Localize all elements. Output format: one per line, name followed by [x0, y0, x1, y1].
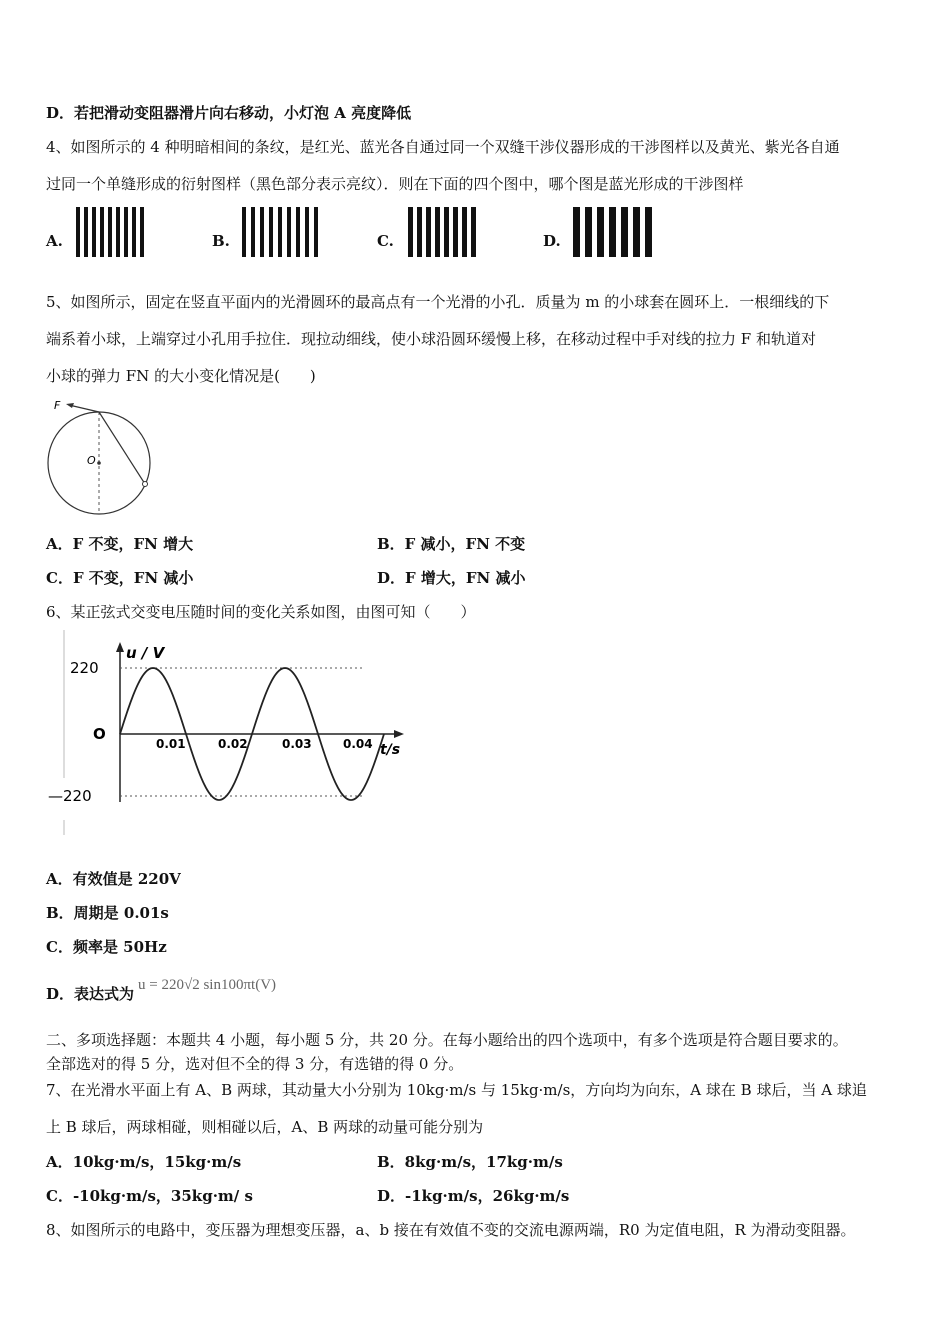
y-tick-origin: O [93, 725, 106, 743]
sine-chart [40, 630, 420, 840]
q4-stem-line2: 过同一个单缝形成的衍射图样（黑色部分表示亮纹）．则在下面的四个图中，哪个图是蓝光形成的干涉图样 [46, 175, 744, 193]
center-dot [97, 461, 101, 465]
x-axis-label: t/s [380, 742, 401, 758]
q5-option-d: D．F 增大，FN 减小 [377, 569, 526, 587]
x-tick-0.02: 0.02 [218, 737, 248, 751]
q3-option-d: D．若把滑动变阻器滑片向右移动，小灯泡 A 亮度降低 [46, 104, 412, 122]
y-axis-arrow [116, 642, 124, 652]
q7-option-c: C．-10kg·m/s，35kg·m/ s [46, 1187, 253, 1205]
q6-stem: 6、某正弦式交变电压随时间的变化关系如图，由图可知（ ） [46, 603, 476, 621]
label-O: O [87, 454, 96, 467]
label-F: F [54, 399, 61, 412]
q4-label-b: B. [212, 232, 230, 250]
q6-option-d [46, 977, 277, 1005]
force-arrow [69, 405, 99, 412]
q5-option-b: B．F 减小，FN 不变 [377, 535, 526, 553]
q6-option-a: A．有效值是 220V [46, 870, 181, 888]
stripe-pattern-d [573, 207, 652, 257]
x-tick-0.04: 0.04 [343, 737, 373, 751]
q6-formula: u = 220√2 sin100πt(V) [138, 977, 277, 993]
q6-option-b: B．周期是 0.01s [46, 904, 169, 922]
x-axis-arrow [394, 730, 404, 738]
section2-heading-line2: 全部选对的得 5 分，选对但不全的得 3 分，有选错的得 0 分。 [46, 1055, 464, 1073]
stripe-pattern-c [408, 207, 476, 257]
y-axis-label: u / V [126, 644, 165, 662]
q6-option-d-label: D．表达式为 [46, 985, 135, 1003]
q5-option-c: C．F 不变，FN 减小 [46, 569, 194, 587]
y-tick-220: 220 [70, 659, 99, 677]
q8-stem-line1: 8、如图所示的电路中，变压器为理想变压器，a、b 接在有效值不变的交流电源两端，R0 为定值电阻，R 为滑动变阻器。 [46, 1221, 856, 1239]
q5-stem-line3: 小球的弹力 FN 的大小变化情况是( ) [46, 367, 316, 385]
stripe-pattern-b [242, 207, 318, 257]
thread-line [99, 412, 145, 484]
q7-stem-line1: 7、在光滑水平面上有 A、B 两球，其动量大小分别为 10kg·m/s 与 15kg·m/s，方向均为向东，A 球在 B 球后，当 A 球追 [46, 1081, 867, 1099]
q4-label-c: C. [377, 232, 394, 250]
stripe-pattern-a [76, 207, 144, 257]
x-tick-0.01: 0.01 [156, 737, 186, 751]
q7-stem-line2: 上 B 球后，两球相碰，则相碰以后，A、B 两球的动量可能分别为 [46, 1118, 484, 1136]
q4-label-a: A. [46, 232, 63, 250]
q4-stem-line1: 4、如图所示的 4 种明暗相间的条纹，是红光、蓝光各自通过同一个双缝干涉仪器形成的干涉图样以及黄光、紫光各自通 [46, 138, 840, 156]
q7-option-a: A．10kg·m/s，15kg·m/s [46, 1153, 242, 1171]
small-ball [143, 482, 148, 487]
arrowhead [66, 403, 74, 408]
q5-option-a: A．F 不变，FN 增大 [46, 535, 194, 553]
x-tick-0.03: 0.03 [282, 737, 312, 751]
q6-option-c: C．频率是 50Hz [46, 938, 167, 956]
ring-figure [44, 395, 156, 520]
q5-stem-line1: 5、如图所示，固定在竖直平面内的光滑圆环的最高点有一个光滑的小孔．质量为 m 的小球套在圆环上．一根细线的下 [46, 293, 830, 311]
section2-heading-line1: 二、多项选择题：本题共 4 小题，每小题 5 分，共 20 分。在每小题给出的四个选项中，有多个选项是符合题目要求的。 [46, 1031, 848, 1049]
q7-option-b: B．8kg·m/s，17kg·m/s [377, 1153, 563, 1171]
y-tick-neg220: —220 [48, 787, 92, 805]
q4-label-d: D. [543, 232, 561, 250]
q7-option-d: D．-1kg·m/s，26kg·m/s [377, 1187, 570, 1205]
q5-stem-line2: 端系着小球，上端穿过小孔用手拉住．现拉动细线，使小球沿圆环缓慢上移，在移动过程中手对线的拉力 F 和轨道对 [46, 330, 816, 348]
